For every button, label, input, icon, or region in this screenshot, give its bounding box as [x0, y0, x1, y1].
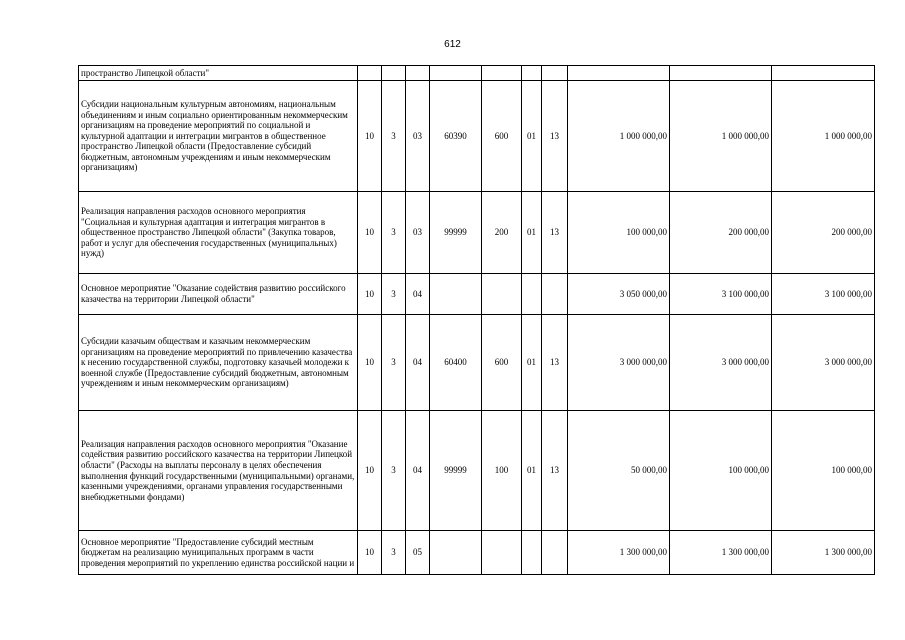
table-row	[79, 81, 875, 192]
amount-year-3: 1 000 000,00	[772, 81, 875, 192]
amount-year-3	[772, 66, 875, 81]
amount-year-2: 3 100 000,00	[670, 274, 772, 315]
row-description: пространство Липецкой области"	[79, 66, 358, 81]
program-code: 3	[382, 411, 406, 531]
amount-year-1: 100 000,00	[568, 192, 670, 274]
subprogram-code: 04	[406, 274, 430, 315]
subsection-code: 13	[542, 81, 568, 192]
table-row	[79, 315, 875, 411]
section-subsection-code	[522, 66, 542, 81]
row-description: Реализация направления расходов основного мероприятия "Социальная и культурная адаптация и интеграция мигрантов в общественное пространство Липецкой области" (Закупка товаров, работ и услуг для обеспечения государственных (муниципальных) нужд)	[79, 192, 358, 274]
subprogram-code: 05	[406, 531, 430, 575]
section-code: 10	[358, 315, 382, 411]
direction-code: 60400	[430, 315, 482, 411]
section-code: 10	[358, 531, 382, 575]
subsection-code	[542, 531, 568, 575]
amount-year-3: 3 000 000,00	[772, 315, 875, 411]
subprogram-code	[406, 66, 430, 81]
amount-year-3: 3 100 000,00	[772, 274, 875, 315]
amount-year-2: 1 000 000,00	[670, 81, 772, 192]
table-row	[79, 531, 875, 575]
program-code: 3	[382, 531, 406, 575]
section-code	[358, 66, 382, 81]
subsection-code: 13	[542, 315, 568, 411]
amount-year-1: 1 000 000,00	[568, 81, 670, 192]
section-code: 10	[358, 81, 382, 192]
amount-year-2: 200 000,00	[670, 192, 772, 274]
subprogram-code: 04	[406, 411, 430, 531]
subsection-code: 13	[542, 192, 568, 274]
section-subsection-code	[522, 531, 542, 575]
budget-table	[78, 65, 875, 575]
section-code: 10	[358, 274, 382, 315]
section-subsection-code: 01	[522, 192, 542, 274]
program-code: 3	[382, 192, 406, 274]
row-description: Реализация направления расходов основного мероприятия "Оказание содействия развитию российского казачества на территории Липецкой области" (Расходы на выплаты персоналу в целях обеспечения выполнения функций государственными (муниципальными) органами, казенными учреждениями, органами управления государственными внебюджетными фондами)	[79, 411, 358, 531]
direction-code: 99999	[430, 192, 482, 274]
direction-code	[430, 274, 482, 315]
amount-year-3: 1 300 000,00	[772, 531, 875, 575]
row-description: Субсидии национальным культурным автономиям, национальным объединениям и иным социально ориентированным некоммерческим организациям на проведение мероприятий по социальной и культурной адаптации и интеграции мигрантов в общественное пространство Липецкой области (Предоставление субсидий бюджетным, автономным учреждениям и иным некоммерческим организациям)	[79, 81, 358, 192]
expense-type-code	[482, 531, 522, 575]
direction-code: 99999	[430, 411, 482, 531]
amount-year-1: 3 000 000,00	[568, 315, 670, 411]
amount-year-3: 200 000,00	[772, 192, 875, 274]
section-subsection-code: 01	[522, 411, 542, 531]
subsection-code: 13	[542, 411, 568, 531]
section-subsection-code: 01	[522, 81, 542, 192]
expense-type-code: 600	[482, 81, 522, 192]
amount-year-1: 50 000,00	[568, 411, 670, 531]
program-code: 3	[382, 274, 406, 315]
subsection-code	[542, 274, 568, 315]
direction-code: 60390	[430, 81, 482, 192]
amount-year-1: 3 050 000,00	[568, 274, 670, 315]
subprogram-code: 04	[406, 315, 430, 411]
amount-year-1: 1 300 000,00	[568, 531, 670, 575]
amount-year-2: 3 000 000,00	[670, 315, 772, 411]
amount-year-2: 1 300 000,00	[670, 531, 772, 575]
subprogram-code: 03	[406, 192, 430, 274]
program-code: 3	[382, 315, 406, 411]
table-row	[79, 192, 875, 274]
expense-type-code	[482, 66, 522, 81]
expense-type-code: 600	[482, 315, 522, 411]
row-description: Основное мероприятие "Оказание содействия развитию российского казачества на территории Липецкой области"	[79, 274, 358, 315]
section-subsection-code: 01	[522, 315, 542, 411]
row-description: Основное мероприятие "Предоставление субсидий местным бюджетам на реализацию муниципальных программ в части проведения мероприятий по укреплению единства российской нации и	[79, 531, 358, 575]
direction-code	[430, 66, 482, 81]
subprogram-code: 03	[406, 81, 430, 192]
amount-year-2: 100 000,00	[670, 411, 772, 531]
section-code: 10	[358, 192, 382, 274]
row-description: Субсидии казачьим обществам и казачьим некоммерческим организациям на проведение мероприятий по привлечению казачества к несению государственной службы, подготовку казачьей молодежи к военной службе (Предоставление субсидий бюджетным, автономным учреждениям и иным некоммерческим организациям)	[79, 315, 358, 411]
table-row	[79, 66, 875, 81]
amount-year-2	[670, 66, 772, 81]
expense-type-code	[482, 274, 522, 315]
direction-code	[430, 531, 482, 575]
section-subsection-code	[522, 274, 542, 315]
expense-type-code: 200	[482, 192, 522, 274]
page-number: 612	[444, 39, 461, 50]
program-code: 3	[382, 81, 406, 192]
section-code: 10	[358, 411, 382, 531]
table-row	[79, 274, 875, 315]
amount-year-3: 100 000,00	[772, 411, 875, 531]
expense-type-code: 100	[482, 411, 522, 531]
program-code	[382, 66, 406, 81]
subsection-code	[542, 66, 568, 81]
table-row	[79, 411, 875, 531]
amount-year-1	[568, 66, 670, 81]
